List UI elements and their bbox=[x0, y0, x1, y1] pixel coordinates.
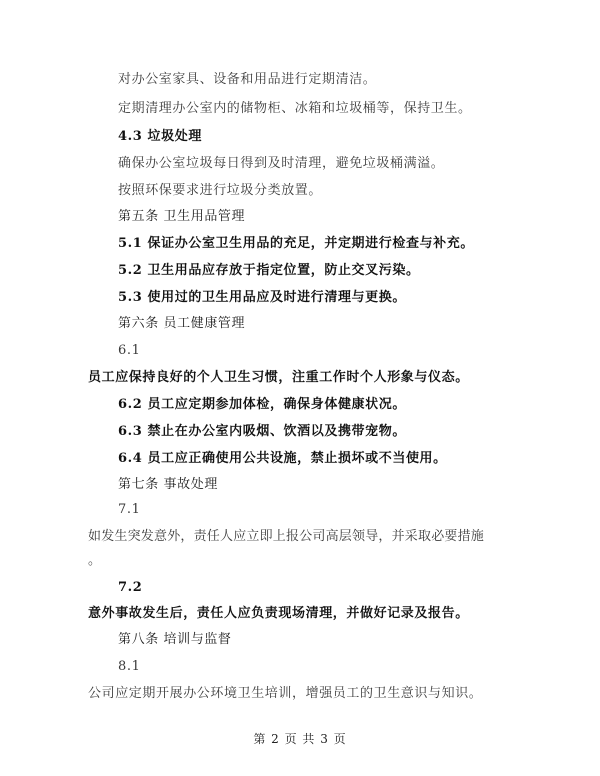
clause-number: 8.1 bbox=[118, 659, 141, 674]
clause-number: 7.1 bbox=[118, 502, 141, 517]
clause-number: 7.2 bbox=[118, 580, 143, 595]
page-footer: 第 2 页 共 3 页 bbox=[253, 732, 347, 746]
text-line: 确保办公室垃圾每日得到及时清理，避免垃圾桶满溢。 bbox=[118, 156, 445, 171]
text-line: 5.3 使用过的卫生用品应及时进行清理与更换。 bbox=[118, 290, 406, 305]
clause-number: 6.1 bbox=[118, 343, 141, 358]
article-heading: 第五条 卫生用品管理 bbox=[118, 209, 246, 224]
text-line: 6.3 禁止在办公室内吸烟、饮酒以及携带宠物。 bbox=[118, 424, 406, 439]
article-heading: 第七条 事故处理 bbox=[118, 477, 218, 492]
text-line: 定期清理办公室内的储物柜、冰箱和垃圾桶等，保持卫生。 bbox=[118, 101, 472, 116]
text-line: 6.4 员工应正确使用公共设施，禁止损坏或不当使用。 bbox=[118, 451, 447, 466]
text-line: 5.2 卫生用品应存放于指定位置，防止交叉污染。 bbox=[118, 263, 420, 278]
article-heading: 第八条 培训与监督 bbox=[118, 632, 232, 647]
text-line: 如发生突发意外，责任人应立即上报公司高层领导，并采取必要措施 bbox=[88, 529, 485, 544]
text-line: 按照环保要求进行垃圾分类放置。 bbox=[118, 183, 323, 198]
text-line: 对办公室家具、设备和用品进行定期清洁。 bbox=[118, 72, 377, 87]
text-line: 员工应保持良好的个人卫生习惯，注重工作时个人形象与仪态。 bbox=[88, 370, 469, 385]
article-heading: 第六条 员工健康管理 bbox=[118, 316, 246, 331]
text-line: 5.1 保证办公室卫生用品的充足，并定期进行检查与补充。 bbox=[118, 236, 474, 251]
subsection-heading: 4.3 垃圾处理 bbox=[118, 129, 202, 144]
text-line: 意外事故发生后，责任人应负责现场清理，并做好记录及报告。 bbox=[88, 606, 469, 621]
text-line: 6.2 员工应定期参加体检，确保身体健康状况。 bbox=[118, 397, 406, 412]
text-line: 。 bbox=[88, 553, 102, 568]
text-line: 公司应定期开展办公环境卫生培训，增强员工的卫生意识与知识。 bbox=[88, 686, 483, 701]
